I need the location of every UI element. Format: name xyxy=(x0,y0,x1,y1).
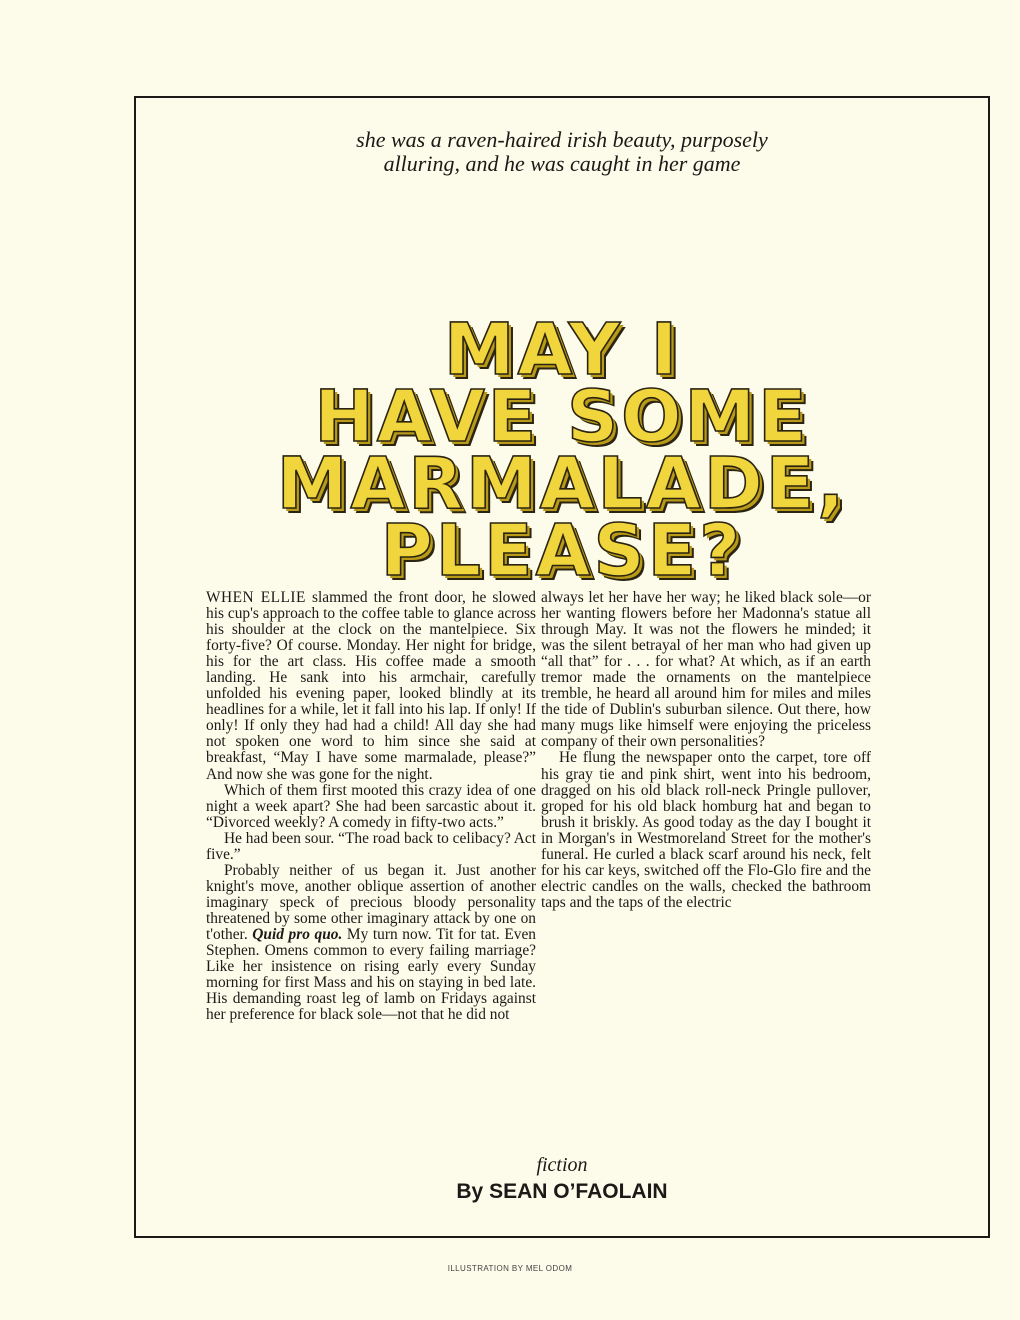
illustration-credit: ILLUSTRATION BY MEL ODOM xyxy=(447,1264,573,1273)
paragraph-4-latin: Quid pro quo. xyxy=(252,925,343,943)
headline-line-2: HAVE SOME xyxy=(314,375,810,458)
headline-line-1: MAY I xyxy=(443,308,681,391)
paragraph-5: He flung the newspaper onto the carpet, tore off his gray tie and pink shirt, went into his bedroom, dragged on his old black roll-neck Pringle pullover, groped for his old black homburg hat and began to brush it briskly. As good today as the day I bought it in Morgan's in Westmoreland Street for the mother's funeral. He curled a black scarf around his neck, felt for his car keys, switched off the Flo-Glo fire and the electric candles on the walls, checked the bathroom taps and the taps of the electric xyxy=(541,749,871,911)
deck-line-1: she was a raven-haired irish beauty, purposely xyxy=(356,127,768,152)
body-column-left xyxy=(206,590,536,1023)
lead-in: WHEN ELLIE xyxy=(206,589,306,606)
paragraph-4-text-b: My turn now. Tit for tat. Even Stephen. Omens common to every failing marriage? Like her insistence on rising early every Sunday morning for first Mass and his on staying in bed late. His demanding roast leg of lamb on Fridays against her preference for black sole—not that he did not xyxy=(206,925,536,1024)
deck-line-2: alluring, and he was caught in her game xyxy=(383,151,741,176)
paragraph-4-continued: always let her have her way; he liked black sole—or her wanting flowers before her Madonna's statue all through May. It was not the flowers he minded; it was the silent betrayal of her man who had given up “all that” for . . . for what? At which, as if an earth tremor made the ornaments on the mantelpiece tremble, he heard all around him for miles and miles the tide of Dublin's suburban silence. Out there, how many mugs like himself were enjoying the priceless company of their own personalities? xyxy=(541,589,871,751)
paragraph-2: Which of them first mooted this crazy idea of one night a week apart? She had been sarcastic about it. “Divorced weekly? A comedy in fifty-two acts.” xyxy=(206,781,536,831)
byline-author: By SEAN O’FAOLAIN xyxy=(456,1180,668,1203)
body-column-right xyxy=(541,590,871,911)
paragraph-3: He had been sour. “The road back to celibacy? Act five.” xyxy=(206,829,536,863)
paragraph-1 xyxy=(206,590,536,783)
paragraph-1-text: slammed the front door, he slowed his cup's approach to the coffee table to glance across his shoulder at the clock on the mantelpiece. Six forty-five? Of course. Monday. Her night for bridge, his for the art class. His coffee made a smooth landing. He sank into his armchair, carefully unfolded his evening paper, looked blindly at its headlines for a while, let it fall into his lap. If only! If only! If only they had had a child! All day she had not spoken one word to him since she said at breakfast, “May I have some marmalade, please?” And now she was gone for the night. xyxy=(206,589,536,783)
deck xyxy=(136,128,988,176)
paragraph-4-text-a: Probably neither of us began it. Just another knight's move, another oblique assertion of another imaginary speck of precious bloody personality threatened by some other imaginary attack by one on t'other. xyxy=(206,861,536,943)
article-frame xyxy=(134,96,990,1238)
byline-kicker: fiction xyxy=(536,1154,588,1176)
headline-line-4: PLEASE? xyxy=(380,509,744,592)
headline xyxy=(136,308,988,592)
paragraph-4 xyxy=(206,863,536,1023)
headline-line-3: MARMALADE, xyxy=(276,442,848,525)
